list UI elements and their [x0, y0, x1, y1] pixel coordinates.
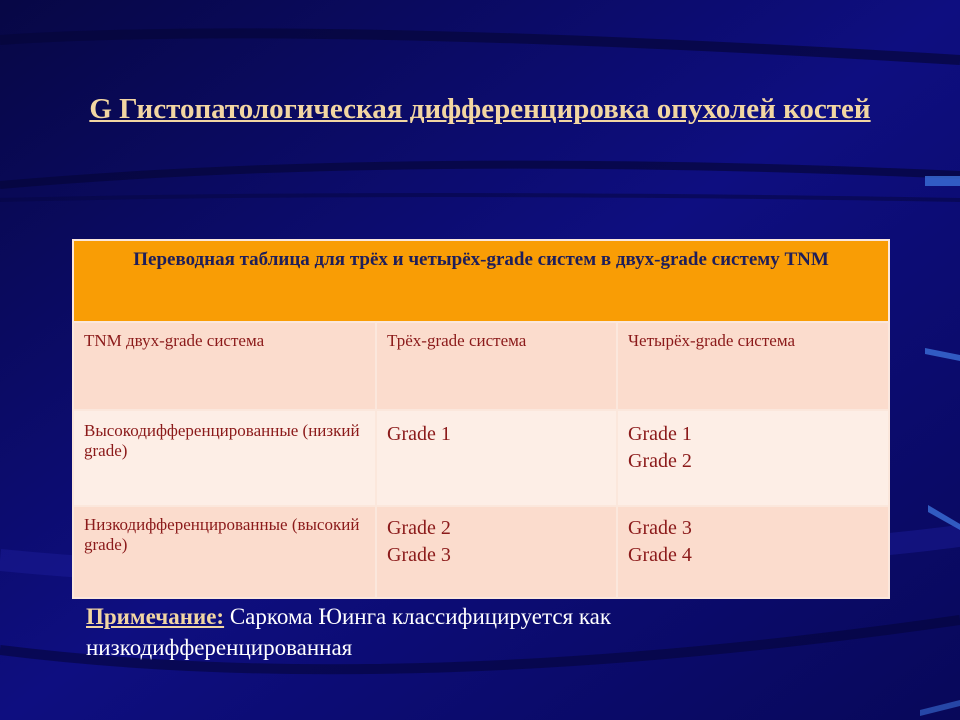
tnm-cell: Высокодифференцированные (низкий grade) [73, 410, 376, 506]
grade-value: Grade 3 [387, 544, 451, 566]
grade-value: Grade 4 [628, 544, 692, 566]
four-grade-cell [617, 410, 889, 506]
grade-value: Grade 2 [387, 517, 451, 539]
grade-value: Grade 1 [628, 423, 692, 445]
slide-note [86, 601, 806, 663]
grade-value: Grade 1 [387, 423, 451, 445]
tnm-cell: Низкодифференцированные (высокий grade) [73, 506, 376, 598]
column-header-tnm: TNM двух-grade система [73, 322, 376, 410]
note-label: Примечание: [86, 604, 225, 629]
column-header-four-grade: Четырёх-grade система [617, 322, 889, 410]
grade-value: Grade 3 [628, 517, 692, 539]
table-caption: Переводная таблица для трёх и четырёх-grade систем в двух-grade систему TNM [73, 240, 889, 322]
column-header-three-grade: Трёх-grade система [376, 322, 617, 410]
slide-title: G Гистопатологическая дифференцировка опухолей костей [89, 93, 871, 125]
grade-value: Grade 2 [628, 450, 692, 472]
three-grade-cell [376, 410, 617, 506]
table-row [73, 410, 889, 506]
column-header-row [73, 322, 889, 410]
conversion-table [72, 239, 890, 599]
note-text: Саркома Юинга классифицируется как низкодифференцированная [86, 604, 612, 660]
table-row [73, 506, 889, 598]
three-grade-cell [376, 506, 617, 598]
table-caption-row [73, 240, 889, 322]
four-grade-cell [617, 506, 889, 598]
